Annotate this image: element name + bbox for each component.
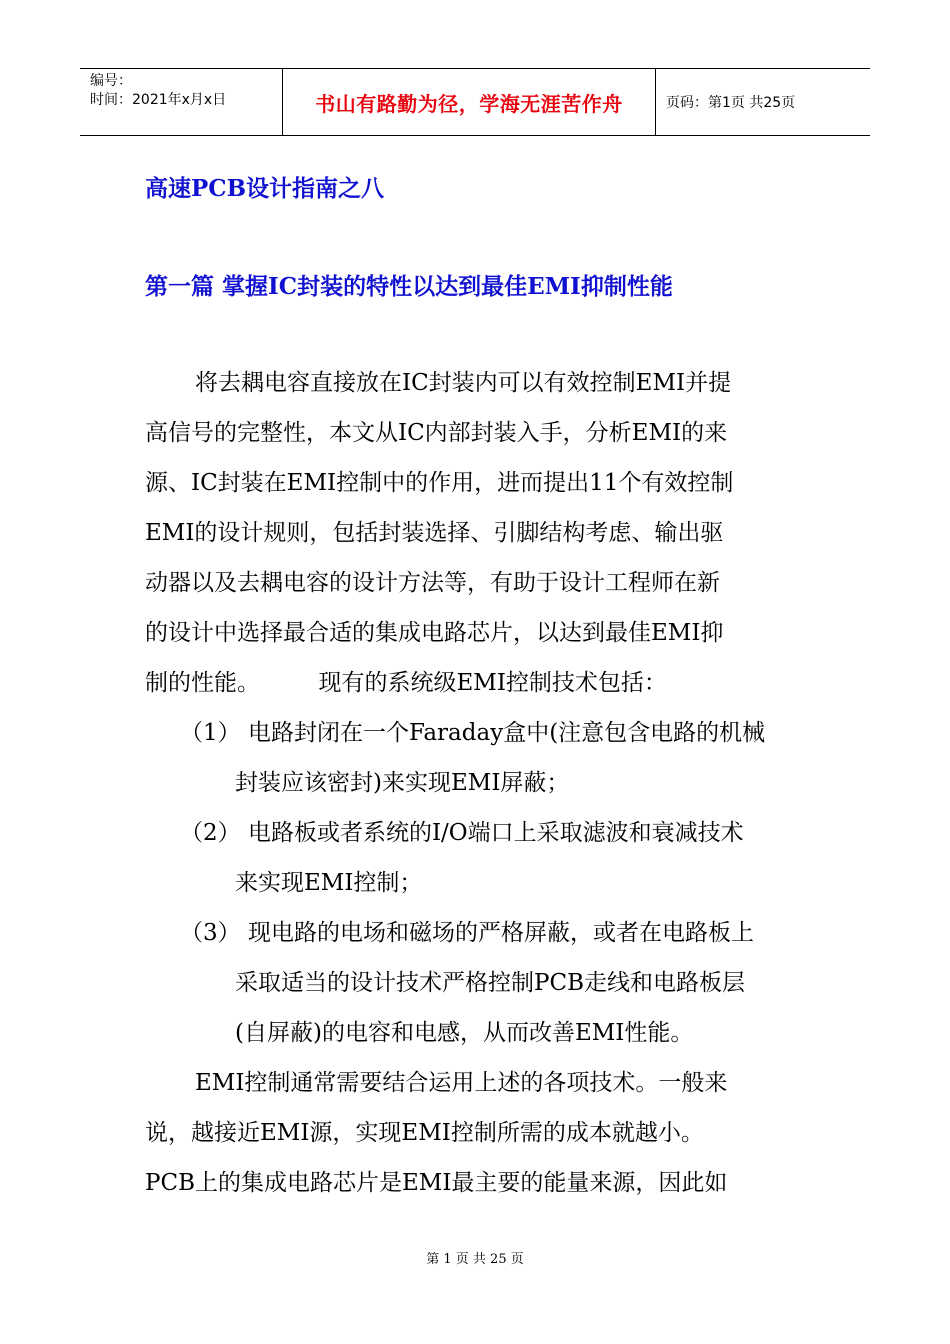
list-item: （1） 电路封闭在一个Faraday盒中(注意包含电路的机械	[180, 720, 766, 746]
document-subtitle: 第一篇 掌握IC封装的特性以达到最佳EMI抑制性能	[145, 273, 673, 300]
page-footer: 第 1 页 共 25 页	[426, 1252, 524, 1267]
list-item-continuation: 采取适当的设计技术严格控制PCB走线和电路板层	[235, 970, 745, 996]
body-line: 制的性能。 现有的系统级EMI控制技术包括：	[145, 670, 667, 696]
body-line: PCB上的集成电路芯片是EMI最主要的能量来源，因此如	[145, 1170, 728, 1196]
header-page-info: 页码：第1页 共25页	[666, 95, 796, 111]
body-line: 动器以及去耦电容的设计方法等，有助于设计工程师在新	[145, 570, 720, 596]
list-item-continuation: 封装应该密封)来实现EMI屏蔽；	[235, 770, 570, 796]
document-header	[80, 68, 870, 136]
document-title: 高速PCB设计指南之八	[145, 175, 385, 202]
body-line: 将去耦电容直接放在IC封装内可以有效控制EMI并提	[195, 370, 732, 396]
number-label: 编号：	[90, 73, 132, 89]
date-label: 时间：2021年x月x日	[90, 92, 227, 108]
body-line: 说，越接近EMI源，实现EMI控制所需的成本就越小。	[145, 1120, 704, 1146]
list-item-continuation: (自屏蔽)的电容和电感，从而改善EMI性能。	[235, 1020, 694, 1046]
body-line: EMI的设计规则，包括封装选择、引脚结构考虑、输出驱	[145, 520, 724, 546]
list-item: （2） 电路板或者系统的I/O端口上采取滤波和衰减技术	[180, 820, 744, 846]
body-line: EMI控制通常需要结合运用上述的各项技术。一般来	[195, 1070, 728, 1096]
body-line: 源、IC封装在EMI控制中的作用，进而提出11个有效控制	[145, 470, 734, 496]
list-item-continuation: 来实现EMI控制；	[235, 870, 423, 896]
list-item: （3） 现电路的电场和磁场的严格屏蔽，或者在电路板上	[180, 920, 754, 946]
body-line: 高信号的完整性，本文从IC内部封装入手，分析EMI的来	[145, 420, 728, 446]
header-meta	[80, 69, 282, 135]
header-motto: 书山有路勤为径，学海无涯苦作舟	[282, 69, 656, 135]
body-line: 的设计中选择最合适的集成电路芯片，以达到最佳EMI抑	[145, 620, 724, 646]
